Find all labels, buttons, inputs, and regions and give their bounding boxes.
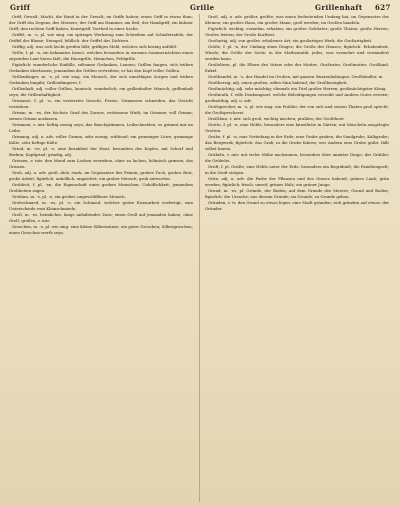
dictionary-entry: Groll, m. -es, heimlicher, lange anhaltender Zorn; einen Groll auf jemanden haben; ohne Groll; grollen, v. intr. — [9, 212, 193, 223]
header-center-word: Grille — [190, 3, 215, 12]
dictionary-entry: Groß, adj. u. adv. größer, größte; was einen bedeutenden Umfang hat, im Gegensatze des Kleinen; ein großes Haus, ein großer Mann; groß werden; im Großen handeln. — [205, 14, 389, 25]
dictionary-entry: Größe, f. pl. -n, der Umfang eines Dinges; die Größe des Hauses; figürlich: Erhabenheit, Würde; die Größe der Seele; in der Mathematik: jedes, was vermehrt und vermindert werden kann. — [205, 44, 389, 61]
dictionary-entry: Grimm, m. -es, der höchste Grad des Zornes, verbissene Wuth; im Grimme; voll Grimm; seinen Grimm auslassen. — [9, 110, 193, 121]
dictionary-entry: Grotte, f. pl. -n, eine Höhle, besonders eine künstliche in Gärten; mit Muscheln ausgelegte Grotten. — [205, 122, 389, 133]
right-text-column — [205, 14, 389, 502]
header-right-word: Grillenhaft — [315, 3, 363, 12]
page-number: 627 — [375, 3, 391, 12]
dictionary-entry: Großeltern, pl. die Eltern des Vaters oder der Mutter; Großvater, Großmutter; Großkind, Enkel. — [205, 62, 389, 73]
dictionary-entry: Großthun, v. intr. sich groß, wichtig machen; prahlen; der Großthuer. — [208, 116, 345, 121]
dictionary-entry: Griff, Gewalt, Macht, die Hand in der Gewalt; im Griffe haben; einen Griff in etwas thun; der Griff des Degens, des Messers; der Griff am Hammer, am Beil; der Handgriff; ein kühner Griff; den rechten Griff haben; Kunstgriff, Vortheil in einer Sache. — [9, 14, 193, 31]
running-header — [0, 0, 400, 14]
dictionary-entry: Figürlich: wichtig, vornehm, erhaben; ein großer Gelehrter; große Thaten; große Herren; Großes leisten; der Große Kurfürst. — [205, 26, 389, 37]
dictionary-entry: Großsprecher, m. -s, pl. wie sing. ein Prahler, der von sich und seinen Thaten groß spricht; die Großsprecherei. — [205, 104, 389, 115]
column-divider — [199, 14, 200, 502]
dictionary-entry: Grillenhaft, adj. voller Grillen, launisch, wunderlich; ein grillenhafter Mensch; grillenhaft seyn; die Grillenhaftigkeit. — [9, 86, 193, 97]
dictionary-entry: Groschen, m. -s, pl. wie sing. eine kleine Silbermünze; ein guter Groschen; Silbergroschen; einen Groschen werth seyn. — [9, 224, 193, 235]
dictionary-entry: Grobian, m. -s, pl. -e, ein grober, ungeschliffener Mensch. — [12, 194, 126, 199]
left-text-column — [9, 14, 193, 502]
dictionary-entry: Gründen, v. tr. den Grund zu etwas legen; eine Stadt gründen; sich gründen auf etwas; der Gründer. — [205, 200, 389, 211]
dictionary-entry: Grob, adj. u. adv. groß, dick, stark, im Gegensatze des Feinen; grobes Tuch, grobes Brot, grobe Arbeit; figürlich: unhöflich, ungesittet; ein grober Mensch; grob antworten. — [9, 170, 193, 181]
dictionary-entry: Großmuth, f. edle Denkungsart, welche Beleidigungen verzeiht und Andern Gutes erweist; großmüthig, adj. u. adv. — [205, 92, 389, 103]
dictionary-entry: Grinsen, v. intr. den Mund zum Lachen verziehen, ohne zu lachen; höhnisch grinsen; das Grinsen. — [9, 158, 193, 169]
dictionary-entry: Grube, f. pl. -n, eine Vertiefung in der Erde; eine Grube graben; die Sandgrube, Kalkgrube; das Bergwerk; figürlich: das Grab; in die Grube fahren; wer Andern eine Grube gräbt, fällt selbst hinein. — [205, 134, 389, 151]
dictionary-entry: Grund, m. -es, pl. Gründe, der Boden; auf dem Grunde des Meeres; Grund und Boden; figürlich: die Ursache; aus diesem Grunde; im Grunde; zu Grunde gehen. — [205, 188, 389, 199]
dictionary-entry: Grillenfänger, m. -s, pl. wie sing. ein Mensch, der sich unnöthigen Sorgen und trüben Gedanken hingibt; Grillenfängerei, f. — [9, 74, 193, 85]
dictionary-entry: Griffig, adj. was sich leicht greifen läßt; griffiges Mehl, welches sich körnig anfühlt. — [12, 44, 178, 49]
dictionary-entry: Grün, adj. u. adv. die Farbe der Pflanzen und des Grases habend; grünes Laub; grün werden; figürlich: frisch, unreif; grünes Holz; ein grüner Junge. — [205, 176, 389, 187]
dictionary-entry: Griffel, m. -s, pl. wie sing. ein spitziges Werkzeug zum Schreiben auf Schiefertafeln; der Griffel der Blume; Stempel; bildlich: der Griffel des Dichters. — [9, 32, 193, 43]
dictionary-entry: Grübeln, v. intr. mit vieler Mühe nachsinnen, besonders über unnütze Dinge; der Grübler, die Grübelei. — [205, 152, 389, 163]
dictionary-entry: Grimasse, f. pl. -n, ein verzerrtes Gesicht, Fratze; Grimassen schneiden, das Gesicht verziehen. — [9, 98, 193, 109]
dictionary-entry: Figürlich: wunderliche Einfälle, seltsame Gedanken, Launen; Grillen fangen, sich trüben Gedanken überlassen; jemandem die Grillen vertreiben; er hat den Kopf voller Grillen. — [9, 62, 193, 73]
dictionary-entry: Grobschmied, m. -es, pl. -e, ein Schmied, welcher grobe Eisenarbeit verfertigt, zum Unterschiede vom Kleinschmiede. — [9, 200, 193, 211]
dictionary-entry: Grobheit, f. pl. -en, die Eigenschaft eines groben Menschen; Unhöflichkeit; jemandem Grobheiten sagen. — [9, 182, 193, 193]
dictionary-entry: Großartig, adj. von großer, erhabener Art; ein großartiges Werk; die Großartigkeit. — [208, 38, 373, 43]
dictionary-entry: Grille, f. pl. -n, ein bekanntes Insect, welches besonders in warmen Sommernächten einen zirpenden Laut hören läßt; die Hausgrille, Heimchen, Feldgrille. — [9, 50, 193, 61]
dictionary-entry: Großherzig, adj. einen großen, edlen Sinn habend; die Großherzigkeit. — [208, 80, 348, 85]
dictionary-entry: Grimmen, v. intr. heftig zornig seyn; das Bauchgrimmen, Leibschneiden; es grimmt mir im Leibe. — [9, 122, 193, 133]
dictionary-entry: Großhandel, m. -s, der Handel im Großen, mit ganzen Waarenladungen; Großhändler, m. — [208, 74, 384, 79]
dictionary-entry: Grind, m. -es, pl. -e, eine Krankheit der Haut, besonders des Kopfes, mit Schorf und Borken; Kopfgrind; grindig, adj. — [9, 146, 193, 157]
dictionary-entry: Gruft, f. pl. Grüfte, eine Höhle unter der Erde, besonders ein Begräbniß; die Familiengruft; in die Gruft steigen. — [205, 164, 389, 175]
header-left-word: Griff — [10, 3, 31, 12]
dictionary-entry: Grimmig, adj. u. adv. voller Grimm, sehr zornig, wüthend; ein grimmiger Löwe; grimmige Kälte, sehr heftige Kälte. — [9, 134, 193, 145]
dictionary-entry: Großmächtig, adj. sehr mächtig; ehemals ein Titel großer Herren; großmächtigster König. — [208, 86, 387, 91]
